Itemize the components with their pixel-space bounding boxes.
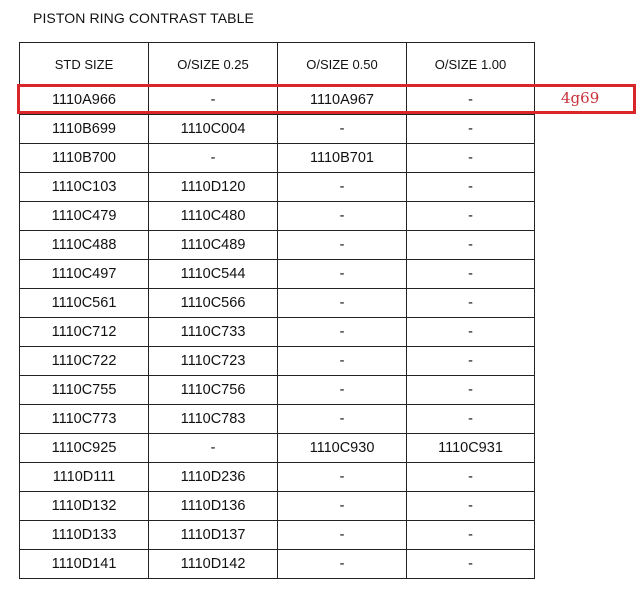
cell-std-size: 1110C488	[20, 231, 149, 260]
cell-oversize-050: 1110A967	[278, 86, 407, 115]
cell-oversize-025: 1110C566	[149, 289, 278, 318]
cell-oversize-050: -	[278, 492, 407, 521]
cell-oversize-050: -	[278, 550, 407, 579]
table-row	[20, 376, 535, 405]
cell-oversize-025: -	[149, 144, 278, 173]
piston-ring-table	[19, 42, 535, 579]
cell-std-size: 1110C103	[20, 173, 149, 202]
cell-oversize-050: 1110C930	[278, 434, 407, 463]
cell-oversize-100: -	[407, 115, 535, 144]
header-std-size: STD SIZE	[20, 43, 149, 86]
cell-oversize-025: 1110D236	[149, 463, 278, 492]
cell-oversize-050: -	[278, 115, 407, 144]
cell-oversize-025: 1110C480	[149, 202, 278, 231]
table-row	[20, 405, 535, 434]
cell-oversize-050: -	[278, 173, 407, 202]
cell-oversize-100: -	[407, 347, 535, 376]
table-row	[20, 260, 535, 289]
table-row	[20, 463, 535, 492]
table-row	[20, 231, 535, 260]
header-oversize-025: O/SIZE 0.25	[149, 43, 278, 86]
table-row	[20, 86, 535, 115]
cell-oversize-025: 1110D142	[149, 550, 278, 579]
table-row	[20, 347, 535, 376]
table-row	[20, 492, 535, 521]
cell-oversize-025: 1110C756	[149, 376, 278, 405]
cell-std-size: 1110C925	[20, 434, 149, 463]
cell-oversize-100: -	[407, 318, 535, 347]
cell-oversize-025: 1110C004	[149, 115, 278, 144]
cell-oversize-050: 1110B701	[278, 144, 407, 173]
cell-oversize-025: -	[149, 434, 278, 463]
cell-oversize-100: -	[407, 289, 535, 318]
cell-oversize-050: -	[278, 289, 407, 318]
cell-oversize-050: -	[278, 463, 407, 492]
table-row	[20, 202, 535, 231]
table-title: PISTON RING CONTRAST TABLE	[33, 10, 254, 26]
cell-oversize-100: -	[407, 521, 535, 550]
cell-oversize-050: -	[278, 405, 407, 434]
cell-std-size: 1110D111	[20, 463, 149, 492]
header-row	[20, 43, 535, 86]
cell-oversize-100: -	[407, 144, 535, 173]
cell-oversize-025: 1110D120	[149, 173, 278, 202]
cell-oversize-100: -	[407, 173, 535, 202]
cell-oversize-100: -	[407, 231, 535, 260]
cell-oversize-025: -	[149, 86, 278, 115]
cell-std-size: 1110C497	[20, 260, 149, 289]
cell-std-size: 1110D133	[20, 521, 149, 550]
cell-oversize-050: -	[278, 260, 407, 289]
cell-std-size: 1110C773	[20, 405, 149, 434]
cell-oversize-100: -	[407, 202, 535, 231]
cell-oversize-100: -	[407, 86, 535, 115]
cell-oversize-025: 1110C783	[149, 405, 278, 434]
cell-std-size: 1110C561	[20, 289, 149, 318]
cell-oversize-100: -	[407, 492, 535, 521]
cell-oversize-100: -	[407, 376, 535, 405]
cell-std-size: 1110B699	[20, 115, 149, 144]
table-row	[20, 173, 535, 202]
cell-std-size: 1110C722	[20, 347, 149, 376]
cell-std-size: 1110B700	[20, 144, 149, 173]
table-row	[20, 521, 535, 550]
cell-oversize-100: -	[407, 405, 535, 434]
header-oversize-100: O/SIZE 1.00	[407, 43, 535, 86]
table-row	[20, 289, 535, 318]
annotation-label: 4g69	[561, 89, 600, 107]
cell-oversize-050: -	[278, 376, 407, 405]
cell-oversize-050: -	[278, 318, 407, 347]
table-row	[20, 115, 535, 144]
cell-oversize-025: 1110C733	[149, 318, 278, 347]
cell-oversize-025: 1110C544	[149, 260, 278, 289]
cell-oversize-050: -	[278, 347, 407, 376]
table-row	[20, 144, 535, 173]
header-oversize-050: O/SIZE 0.50	[278, 43, 407, 86]
table-row	[20, 550, 535, 579]
table-row	[20, 318, 535, 347]
cell-oversize-100: -	[407, 260, 535, 289]
cell-oversize-025: 1110D136	[149, 492, 278, 521]
cell-std-size: 1110A966	[20, 86, 149, 115]
cell-oversize-050: -	[278, 202, 407, 231]
cell-oversize-100: 1110C931	[407, 434, 535, 463]
cell-oversize-100: -	[407, 463, 535, 492]
cell-oversize-050: -	[278, 231, 407, 260]
cell-oversize-050: -	[278, 521, 407, 550]
cell-std-size: 1110C479	[20, 202, 149, 231]
cell-oversize-100: -	[407, 550, 535, 579]
cell-std-size: 1110D141	[20, 550, 149, 579]
cell-std-size: 1110D132	[20, 492, 149, 521]
table-row	[20, 434, 535, 463]
cell-oversize-025: 1110C489	[149, 231, 278, 260]
cell-oversize-025: 1110D137	[149, 521, 278, 550]
cell-std-size: 1110C755	[20, 376, 149, 405]
cell-oversize-025: 1110C723	[149, 347, 278, 376]
cell-std-size: 1110C712	[20, 318, 149, 347]
